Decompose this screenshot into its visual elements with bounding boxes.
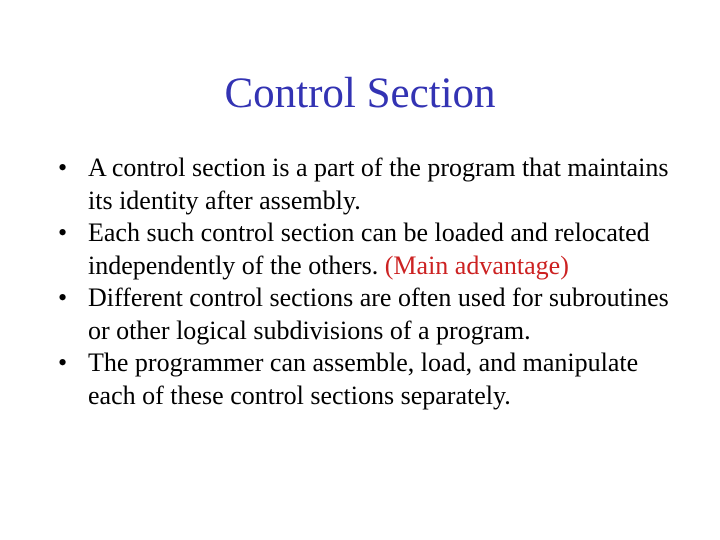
bullet-marker: • (58, 348, 68, 377)
bullet-text: A control section is a part of the program that maintains its identity after assembly. (88, 153, 669, 215)
bullet-item (58, 152, 678, 217)
bullet-marker: • (58, 218, 68, 247)
bullet-item (58, 217, 678, 282)
bullet-marker: • (58, 153, 68, 182)
bullet-item (58, 347, 678, 412)
slide-title: Control Section (224, 70, 496, 117)
bullet-item (58, 282, 678, 347)
bullet-list (58, 152, 678, 412)
bullet-text: Different control sections are often used for subroutines or other logical subdivisions of a program. (88, 283, 669, 345)
bullet-text: The programmer can assemble, load, and manipulate each of these control sections separately. (88, 348, 639, 410)
bullet-emphasis: (Main advantage) (384, 250, 569, 280)
bullet-marker: • (58, 283, 68, 312)
bullet-text: Each such control section can be loaded and relocated independently of the others. (88, 218, 650, 280)
